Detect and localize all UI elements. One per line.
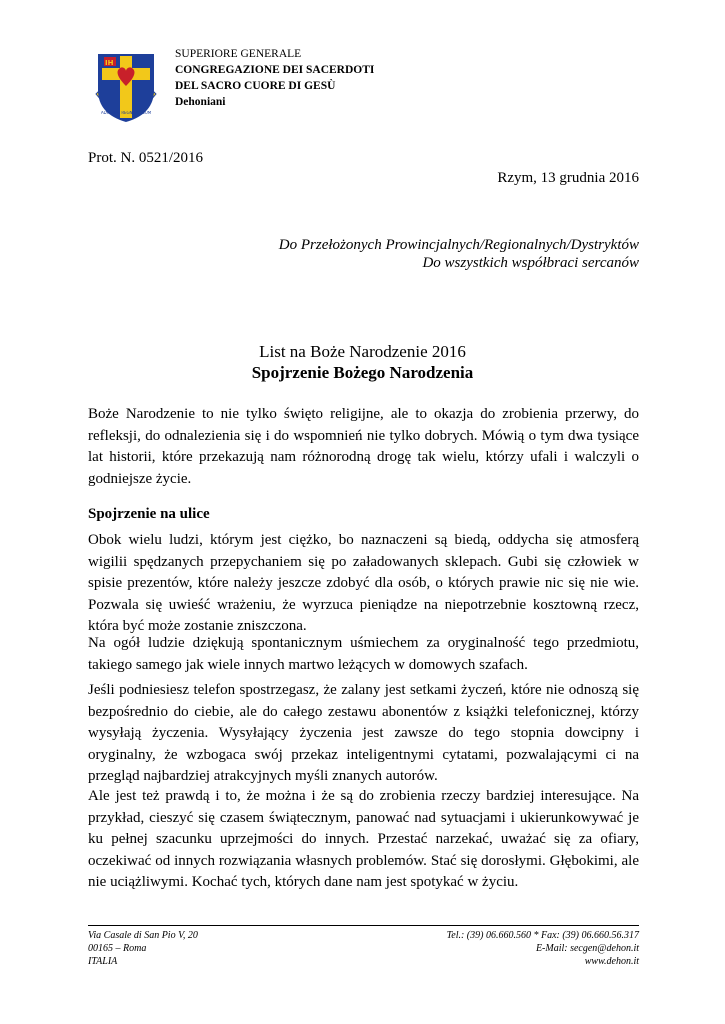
footer-contact [447, 929, 639, 968]
letterhead-line-2: CONGREGAZIONE DEI SACERDOTI [175, 64, 375, 76]
letter-title [0, 341, 725, 383]
paragraph-text: Boże Narodzenie to nie tylko święto religijne, ale to okazja do zrobienia przerwy, do refleksji, do odnalezienia się i do wspomnień nie tylko dobrych. Mówią o tym dwa tysiące lat historii, które przekazują nam różnorodną drogę tak wielu, którzy ufali i walczyli o godniejsze życie. [88, 406, 639, 487]
letterhead-line-1: SUPERIORE GENERALE [175, 48, 302, 60]
footer-email: E-Mail: secgen@dehon.it [535, 943, 639, 954]
footer-website: www.dehon.it [584, 956, 639, 967]
paragraph-1 [88, 530, 639, 638]
protocol-number: Prot. N. 0521/2016 [88, 150, 204, 166]
footer-divider [88, 925, 639, 926]
paragraph-text: Na ogół ludzie dziękują spontanicznym uśmiechem za oryginalność tego przedmiotu, takiego samego jak wiele innych martwo leżących w domowych szafach. [88, 635, 639, 673]
letter-date: Rzym, 13 grudnia 2016 [497, 170, 639, 186]
section-heading: Spojrzenie na ulice [88, 506, 210, 522]
congregation-logo [90, 50, 162, 126]
letterhead [175, 46, 374, 110]
svg-text:IH: IH [105, 59, 114, 67]
title-line-2: Spojrzenie Bożego Narodzenia [251, 363, 474, 382]
paragraph-text: Ale jest też prawdą i to, że można i że są do zrobienia rzeczy bardziej interesujące. Na przykład, cieszyć się czasem świątecznym, panować nad sytuacjami i ukierunkowywać je ku pełnej szacunku uprzejmości do innych. Przestać narzekać, uważać się za ofiary, oczekiwać od innych rozwiązania własnych problemów. Stać się dorosłymi. Głębokimi, ale nie uciążliwymi. Kochać tych, których dane nam jest spotykać w życiu. [88, 788, 639, 890]
footer-address-line-1: Via Casale di San Pio V, 20 [88, 930, 198, 941]
footer-phone: Tel.: (39) 06.660.560 * Fax: (39) 06.660.56.317 [446, 930, 639, 941]
recipients [279, 236, 639, 272]
paragraph-text: Jeśli podniesiesz telefon spostrzegasz, że zalany jest setkami życzeń, które nie odnoszą się bezpośrednio do ciebie, ale do całego zestawu abonentów z książki telefonicznej, którzy wysyłają życzenia. Wysyłający życzenia jest zawsze do tego stopnia dowcipny i oryginalny, że wzbogaca swój przekaz inteligentnymi cytatami, pozwalającymi ci na przegląd najbardziej atrakcyjnych myśli znanych autorów. [88, 682, 639, 784]
footer-address-line-3: ITALIA [88, 956, 118, 967]
logo-motto: ADVENIAT REGNUM TUUM [100, 111, 152, 115]
letterhead-line-4: Dehoniani [175, 96, 226, 108]
footer-address [88, 929, 198, 968]
footer-address-line-2: 00165 – Roma [88, 943, 147, 954]
letterhead-line-3: DEL SACRO CUORE DI GESÙ [175, 80, 336, 92]
title-line-1: List na Boże Narodzenie 2016 [259, 342, 466, 361]
paragraph-text: Obok wielu ludzi, którym jest ciężko, bo naznaczeni są biedą, oddycha się atmosferą wigilii spędzanych przepychaniem się po załadowanych sklepach. Gubi się człowiek w spisie prezentów, które należy jeszcze zdobyć dla osób, o których prawie nic się nie wie. Pozwala się uwieść wrażeniu, że wyrzuca pieniądze na niepotrzebnie kosztowną rzecz, która być może zostanie zniszczona. [88, 532, 639, 634]
paragraph-3 [88, 680, 639, 788]
paragraph-2 [88, 633, 639, 676]
recipient-line-2: Do wszystkich współbraci sercanów [422, 255, 639, 271]
paragraph-4 [88, 786, 639, 894]
recipient-line-1: Do Przełożonych Prowincjalnych/Regionalnych/Dystryktów [278, 237, 639, 253]
intro-paragraph [88, 404, 639, 490]
